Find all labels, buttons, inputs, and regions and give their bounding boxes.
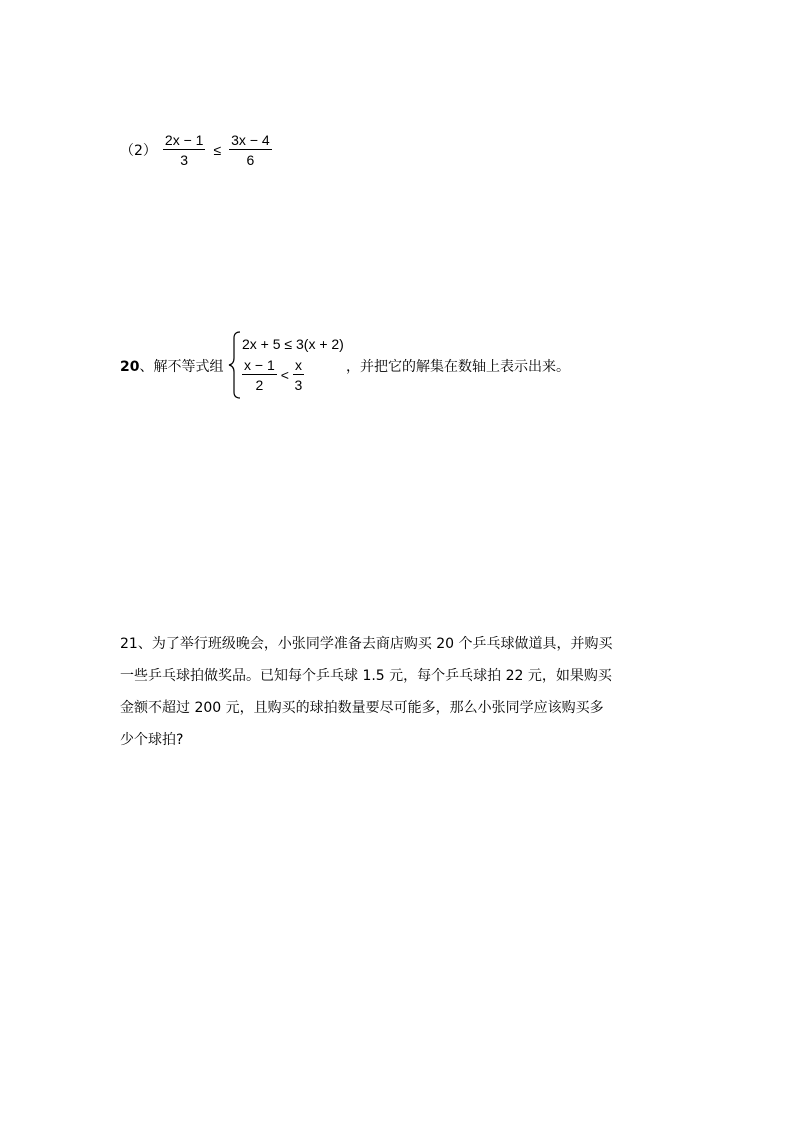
problem-2-inequality [120, 128, 272, 172]
rhs-numerator: 3x − 4 [231, 132, 270, 148]
system-lhs-numerator: x − 1 [244, 357, 275, 373]
system-brace-icon [228, 330, 242, 400]
system-lhs-denominator: 2 [255, 377, 264, 393]
problem-21-line: 一些乒乓球拍做奖品。已知每个乒乓球 1.5 元，每个乒乓球拍 22 元，如果购买 [120, 668, 612, 684]
rhs-fraction [229, 133, 272, 167]
lhs-fraction [163, 133, 206, 167]
problem-20-text: 、解不等式组 [139, 359, 224, 375]
system-line-2 [242, 358, 304, 392]
problem-21-line: 少个球拍? [120, 732, 184, 748]
problem-20-label [120, 356, 223, 376]
system-rhs-numerator: x [294, 357, 302, 373]
system-lhs-fraction [242, 358, 277, 392]
problem-21 [120, 628, 690, 756]
rhs-denominator: 6 [246, 152, 255, 168]
system-rhs-fraction [293, 358, 304, 392]
problem-21-line: 金额不超过 200 元，且购买的球拍数量要尽可能多，那么小张同学应该购买多 [120, 700, 604, 716]
problem-20-number: 20 [120, 359, 140, 375]
problem-20-instruction: ，并把它的解集在数轴上表示出来。 [346, 359, 570, 375]
system-line-1: 2x + 5 ≤ 3(x + 2) [242, 336, 344, 352]
problem-21-line: 21、为了举行班级晚会，小张同学准备去商店购买 20 个乒乓球做道具，并购买 [120, 636, 613, 652]
relation-symbol: ≤ [213, 142, 222, 158]
lhs-denominator: 3 [180, 152, 189, 168]
system-rhs-denominator: 3 [294, 377, 303, 393]
lhs-numerator: 2x − 1 [164, 132, 204, 148]
system-relation: < [280, 367, 289, 383]
problem-2-label: （2） [120, 143, 157, 159]
